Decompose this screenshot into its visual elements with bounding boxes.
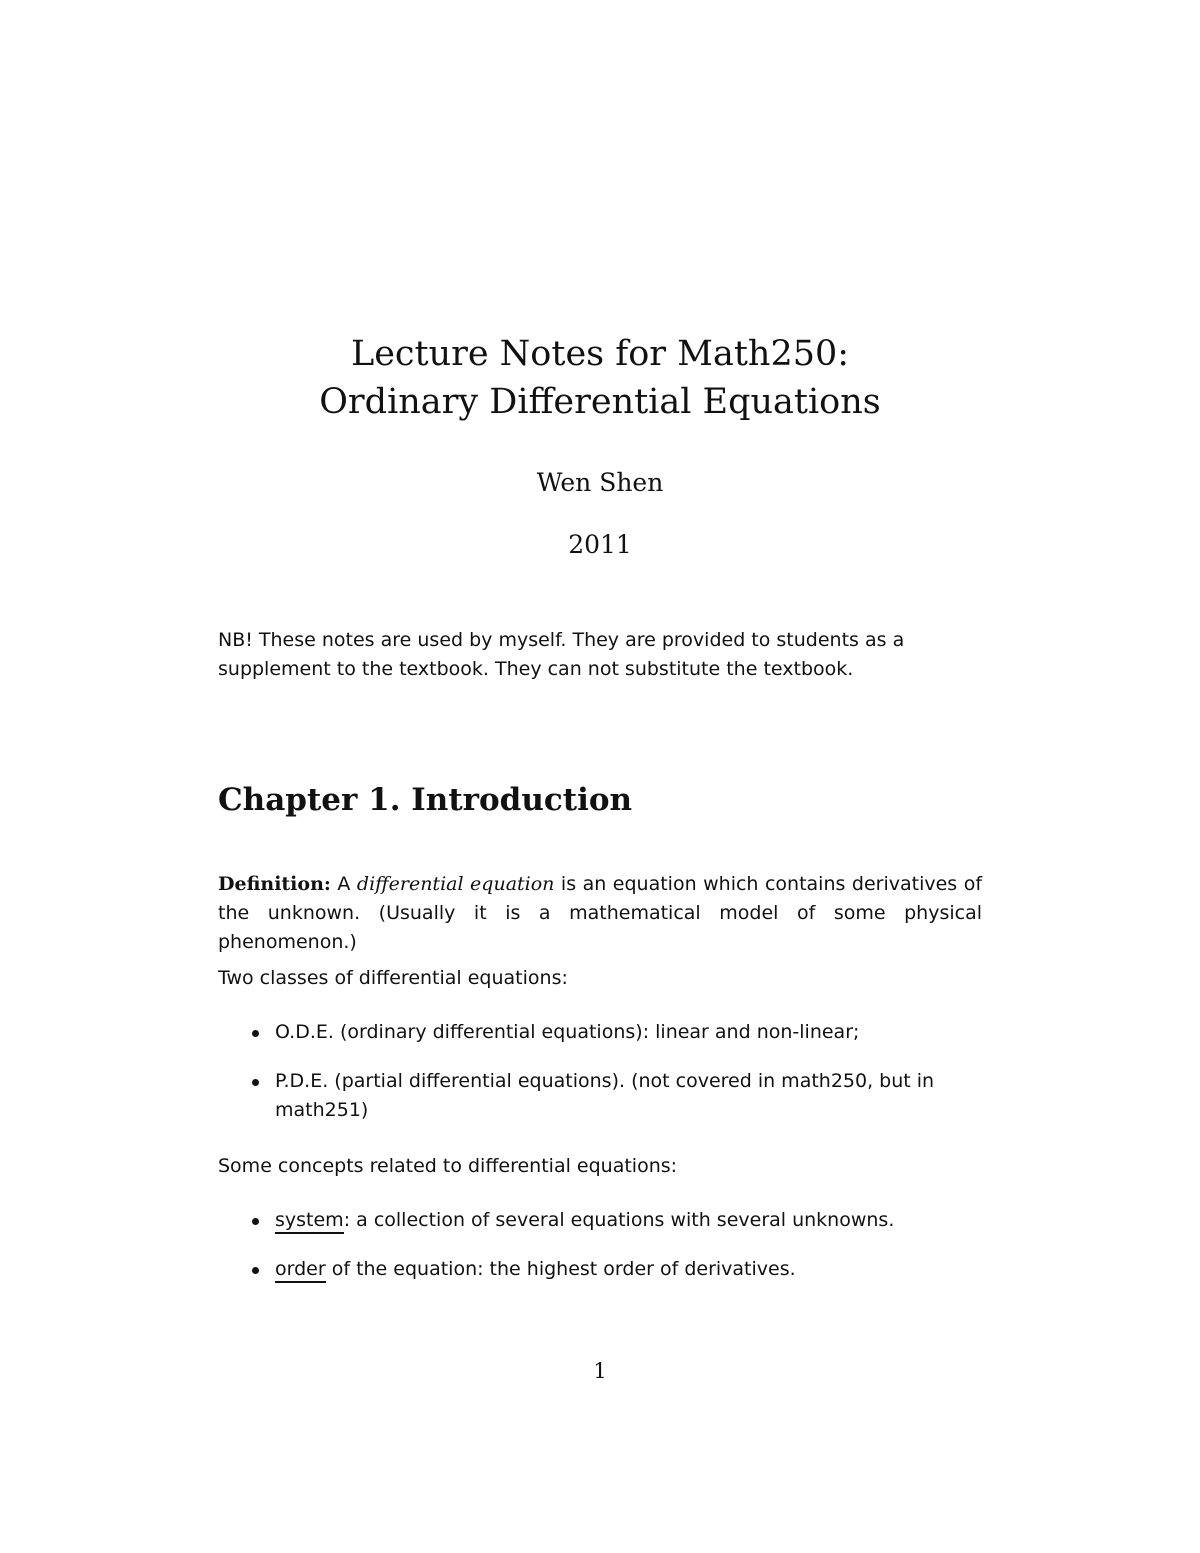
bullet-icon — [252, 1079, 259, 1086]
definition-paragraph — [218, 870, 982, 957]
concept-term: system — [275, 1209, 344, 1234]
concepts-intro: Some concepts related to differential equations: — [218, 1155, 678, 1177]
document-title — [0, 330, 1200, 426]
list-item-text: O.D.E. (ordinary differential equations): linear and non-linear; — [275, 1021, 860, 1043]
bullet-icon — [252, 1030, 259, 1037]
author-name: Wen Shen — [536, 468, 664, 497]
note-line-1: NB! These notes are used by myself. They are provided to students as a — [218, 629, 905, 651]
classes-list — [218, 1018, 982, 1125]
publication-year: 2011 — [568, 530, 632, 559]
concept-text: : a collection of several equations with several unknowns. — [343, 1209, 895, 1231]
title-line-2: Ordinary Differential Equations — [319, 382, 881, 422]
list-item — [218, 1206, 982, 1235]
list-item-text: P.D.E. (partial differential equations). (not covered in math250, but in math251) — [275, 1070, 935, 1121]
title-line-1: Lecture Notes for Math250: — [350, 334, 850, 374]
definition-text-after: is an equation which contains derivatives of the unknown. (Usually it is a mathematical model of some physical phenomenon.) — [218, 873, 983, 953]
bullet-icon — [252, 1218, 259, 1225]
list-item — [218, 1067, 982, 1125]
concept-term: order — [275, 1258, 326, 1283]
page-number: 1 — [593, 1359, 607, 1383]
classes-intro: Two classes of differential equations: — [218, 967, 568, 989]
disclaimer-note — [218, 626, 982, 684]
concepts-list — [218, 1206, 982, 1284]
chapter-heading: Chapter 1. Introduction — [218, 782, 633, 818]
definition-term: differential equation — [356, 873, 555, 895]
list-item — [218, 1018, 982, 1047]
note-line-2: supplement to the textbook. They can not substitute the textbook. — [218, 658, 854, 680]
definition-label: Definition: — [218, 873, 331, 895]
bullet-icon — [252, 1267, 259, 1274]
concept-text: of the equation: the highest order of derivatives. — [325, 1258, 796, 1280]
definition-text-before: A — [330, 873, 357, 895]
list-item — [218, 1255, 982, 1284]
